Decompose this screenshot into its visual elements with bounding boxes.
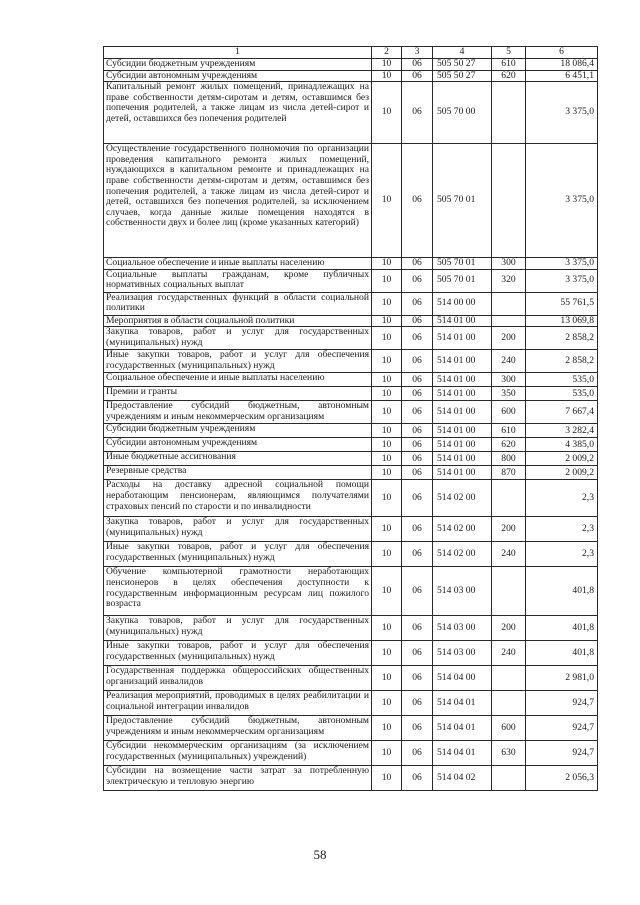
row-target-code: 514 01 00 <box>433 387 492 401</box>
row-target-code: 505 70 01 <box>433 144 492 258</box>
row-amount: 401,8 <box>526 567 598 616</box>
row-expense-type: 320 <box>492 269 526 292</box>
row-section: 10 <box>372 315 402 327</box>
row-section: 10 <box>372 542 402 567</box>
row-target-code: 514 03 00 <box>433 641 492 666</box>
row-amount: 2 981,0 <box>526 666 598 691</box>
row-target-code: 505 70 00 <box>433 82 492 144</box>
row-section: 10 <box>372 641 402 666</box>
row-amount: 3 375,0 <box>526 144 598 258</box>
row-section: 10 <box>372 327 402 350</box>
table-row <box>104 350 598 373</box>
row-target-code: 505 70 01 <box>433 258 492 270</box>
table-row <box>104 466 598 480</box>
row-amount: 7 667,4 <box>526 401 598 424</box>
row-subsection: 06 <box>402 387 433 401</box>
row-section: 10 <box>372 766 402 791</box>
row-name: Премии и гранты <box>104 387 372 401</box>
row-subsection: 06 <box>402 144 433 258</box>
row-amount: 13 069,8 <box>526 315 598 327</box>
row-section: 10 <box>372 741 402 766</box>
row-subsection: 06 <box>402 70 433 82</box>
col-header-target-code: 4 <box>433 47 492 59</box>
row-section: 10 <box>372 387 402 401</box>
row-name: Осуществление государственного полномочия по организации проведения капитального ремонта жилых помещений, нуждающихся в капитальном ремонте и принадлежащих на праве собственности детям-сиротам и детям, оставшимся без попечения родителей, а также лицам из числа детей-сирот и детей, оставшихся без попечения родителей, за исключением случаев, когда данные жилые помещения находятся в собственности двух и более лиц (кроме указанных категорий) <box>104 144 372 258</box>
row-target-code: 514 01 00 <box>433 327 492 350</box>
row-name: Закупка товаров, работ и услуг для государственных (муниципальных) нужд <box>104 517 372 542</box>
table-row <box>104 327 598 350</box>
row-expense-type <box>492 82 526 144</box>
row-section: 10 <box>372 82 402 144</box>
table-row <box>104 666 598 691</box>
row-expense-type: 610 <box>492 59 526 71</box>
row-subsection: 06 <box>402 616 433 641</box>
row-section: 10 <box>372 480 402 517</box>
row-subsection: 06 <box>402 424 433 438</box>
row-target-code: 514 04 00 <box>433 666 492 691</box>
table-row <box>104 387 598 401</box>
row-subsection: 06 <box>402 480 433 517</box>
row-target-code: 514 04 01 <box>433 716 492 741</box>
row-name: Предоставление субсидий бюджетным, автономным учреждениям и иным некоммерческим организациям <box>104 716 372 741</box>
row-target-code: 514 02 00 <box>433 542 492 567</box>
row-name: Субсидии автономным учреждениям <box>104 438 372 452</box>
col-header-subsection: 3 <box>402 47 433 59</box>
row-subsection: 06 <box>402 716 433 741</box>
row-name: Предоставление субсидий бюджетным, автономным учреждениям и иным некоммерческим организациям <box>104 401 372 424</box>
row-section: 10 <box>372 258 402 270</box>
row-target-code: 514 01 00 <box>433 452 492 466</box>
row-amount: 924,7 <box>526 741 598 766</box>
table-row <box>104 70 598 82</box>
row-subsection: 06 <box>402 666 433 691</box>
row-subsection: 06 <box>402 691 433 716</box>
row-target-code: 514 01 00 <box>433 373 492 387</box>
row-subsection: 06 <box>402 292 433 315</box>
row-subsection: 06 <box>402 373 433 387</box>
row-target-code: 514 01 00 <box>433 424 492 438</box>
row-amount: 2 056,3 <box>526 766 598 791</box>
row-section: 10 <box>372 350 402 373</box>
row-name: Реализация мероприятий, проводимых в целях реабилитации и социальной интеграции инвалидов <box>104 691 372 716</box>
table-row <box>104 542 598 567</box>
row-name: Капитальный ремонт жилых помещений, принадлежащих на праве собственности детям-сиротам и детям, оставшимся без попечения родителей, а также лицам из числа детей-сирот и детей, оставшихся без попечения родителей <box>104 82 372 144</box>
row-subsection: 06 <box>402 438 433 452</box>
row-expense-type <box>492 766 526 791</box>
row-name: Расходы на доставку адресной социальной помощи неработающим пенсионерам, являющимся получателями страховых пенсий по старости и по инвалидности <box>104 480 372 517</box>
table-row <box>104 616 598 641</box>
row-target-code: 514 02 00 <box>433 517 492 542</box>
row-name: Закупка товаров, работ и услуг для государственных (муниципальных) нужд <box>104 616 372 641</box>
row-target-code: 505 50 27 <box>433 70 492 82</box>
row-target-code: 514 01 00 <box>433 315 492 327</box>
row-section: 10 <box>372 716 402 741</box>
row-subsection: 06 <box>402 741 433 766</box>
row-amount: 6 451,1 <box>526 70 598 82</box>
row-section: 10 <box>372 452 402 466</box>
row-amount: 18 086,4 <box>526 59 598 71</box>
row-target-code: 514 00 00 <box>433 292 492 315</box>
row-subsection: 06 <box>402 401 433 424</box>
table-row <box>104 691 598 716</box>
row-amount: 2 858,2 <box>526 327 598 350</box>
row-name: Обучение компьютерной грамотности неработающих пенсионеров в целях обеспечения доступности к государственным информационным ресурсам лиц пожилого возраста <box>104 567 372 616</box>
table-row <box>104 480 598 517</box>
row-target-code: 514 02 00 <box>433 480 492 517</box>
row-amount: 3 375,0 <box>526 258 598 270</box>
row-name: Государственная поддержка общероссийских общественных организаций инвалидов <box>104 666 372 691</box>
row-amount: 3 375,0 <box>526 269 598 292</box>
col-header-section: 2 <box>372 47 402 59</box>
row-subsection: 06 <box>402 567 433 616</box>
table-row <box>104 144 598 258</box>
row-target-code: 514 01 00 <box>433 466 492 480</box>
row-amount: 55 761,5 <box>526 292 598 315</box>
row-subsection: 06 <box>402 327 433 350</box>
row-expense-type <box>492 666 526 691</box>
row-target-code: 514 01 00 <box>433 401 492 424</box>
row-target-code: 514 03 00 <box>433 616 492 641</box>
col-header-expense-type: 5 <box>492 47 526 59</box>
row-subsection: 06 <box>402 269 433 292</box>
row-expense-type: 350 <box>492 387 526 401</box>
row-expense-type: 200 <box>492 327 526 350</box>
row-expense-type <box>492 480 526 517</box>
row-section: 10 <box>372 666 402 691</box>
row-amount: 2,3 <box>526 517 598 542</box>
row-amount: 535,0 <box>526 373 598 387</box>
row-name: Субсидии бюджетным учреждениям <box>104 59 372 71</box>
row-name: Иные бюджетные ассигнования <box>104 452 372 466</box>
row-section: 10 <box>372 144 402 258</box>
row-section: 10 <box>372 466 402 480</box>
row-target-code: 514 01 00 <box>433 438 492 452</box>
table-row <box>104 401 598 424</box>
row-expense-type: 300 <box>492 258 526 270</box>
row-target-code: 514 04 01 <box>433 691 492 716</box>
row-section: 10 <box>372 401 402 424</box>
row-name: Иные закупки товаров, работ и услуг для обеспечения государственных (муниципальных) нужд <box>104 542 372 567</box>
row-expense-type: 620 <box>492 438 526 452</box>
table-row <box>104 59 598 71</box>
table-row <box>104 517 598 542</box>
row-subsection: 06 <box>402 542 433 567</box>
row-name: Иные закупки товаров, работ и услуг для обеспечения государственных (муниципальных) нужд <box>104 641 372 666</box>
row-expense-type: 200 <box>492 616 526 641</box>
row-section: 10 <box>372 438 402 452</box>
row-subsection: 06 <box>402 466 433 480</box>
row-subsection: 06 <box>402 82 433 144</box>
row-section: 10 <box>372 373 402 387</box>
col-header-amount: 6 <box>526 47 598 59</box>
table-row <box>104 438 598 452</box>
row-section: 10 <box>372 616 402 641</box>
table-row <box>104 269 598 292</box>
table-row <box>104 641 598 666</box>
row-name: Субсидии некоммерческим организациям (за исключением государственных (муниципальных) учреждений) <box>104 741 372 766</box>
row-expense-type: 240 <box>492 542 526 567</box>
table-row <box>104 82 598 144</box>
row-subsection: 06 <box>402 641 433 666</box>
row-expense-type: 620 <box>492 70 526 82</box>
row-name: Социальное обеспечение и иные выплаты населению <box>104 373 372 387</box>
row-expense-type: 600 <box>492 716 526 741</box>
row-name: Реализация государственных функций в области социальной политики <box>104 292 372 315</box>
row-amount: 2 858,2 <box>526 350 598 373</box>
page-number: 58 <box>313 847 327 862</box>
row-amount: 2 009,2 <box>526 466 598 480</box>
row-amount: 924,7 <box>526 691 598 716</box>
row-amount: 2 009,2 <box>526 452 598 466</box>
row-section: 10 <box>372 59 402 71</box>
row-expense-type <box>492 567 526 616</box>
row-name: Субсидии на возмещение части затрат за потребленную электрическую и тепловую энергию <box>104 766 372 791</box>
row-target-code: 514 04 01 <box>433 741 492 766</box>
row-expense-type <box>492 144 526 258</box>
table-row <box>104 766 598 791</box>
row-name: Субсидии бюджетным учреждениям <box>104 424 372 438</box>
row-expense-type: 630 <box>492 741 526 766</box>
row-expense-type: 200 <box>492 517 526 542</box>
row-name: Резервные средства <box>104 466 372 480</box>
row-target-code: 514 01 00 <box>433 350 492 373</box>
row-target-code: 514 04 02 <box>433 766 492 791</box>
row-target-code: 505 70 01 <box>433 269 492 292</box>
row-expense-type <box>492 691 526 716</box>
row-expense-type: 600 <box>492 401 526 424</box>
row-expense-type: 800 <box>492 452 526 466</box>
row-section: 10 <box>372 691 402 716</box>
row-amount: 4 385,0 <box>526 438 598 452</box>
row-expense-type: 870 <box>492 466 526 480</box>
row-amount: 535,0 <box>526 387 598 401</box>
table-row <box>104 716 598 741</box>
table-row <box>104 258 598 270</box>
row-name: Иные закупки товаров, работ и услуг для обеспечения государственных (муниципальных) нужд <box>104 350 372 373</box>
row-amount: 401,8 <box>526 616 598 641</box>
row-name: Социальные выплаты гражданам, кроме публичных нормативных социальных выплат <box>104 269 372 292</box>
row-section: 10 <box>372 292 402 315</box>
row-amount: 3 282,4 <box>526 424 598 438</box>
row-amount: 3 375,0 <box>526 82 598 144</box>
table-row <box>104 424 598 438</box>
row-section: 10 <box>372 269 402 292</box>
table-row <box>104 315 598 327</box>
budget-table <box>103 46 598 791</box>
row-expense-type: 610 <box>492 424 526 438</box>
row-target-code: 505 50 27 <box>433 59 492 71</box>
row-section: 10 <box>372 567 402 616</box>
table-row <box>104 567 598 616</box>
row-subsection: 06 <box>402 452 433 466</box>
row-subsection: 06 <box>402 59 433 71</box>
table-row <box>104 373 598 387</box>
row-subsection: 06 <box>402 350 433 373</box>
row-subsection: 06 <box>402 258 433 270</box>
table-row <box>104 292 598 315</box>
row-subsection: 06 <box>402 315 433 327</box>
row-expense-type: 240 <box>492 641 526 666</box>
row-name: Субсидии автономным учреждениям <box>104 70 372 82</box>
row-amount: 2,3 <box>526 542 598 567</box>
row-section: 10 <box>372 517 402 542</box>
row-subsection: 06 <box>402 766 433 791</box>
row-amount: 2,3 <box>526 480 598 517</box>
row-expense-type: 240 <box>492 350 526 373</box>
table-row <box>104 741 598 766</box>
header-row <box>104 47 598 59</box>
row-section: 10 <box>372 424 402 438</box>
table-row <box>104 452 598 466</box>
row-amount: 401,8 <box>526 641 598 666</box>
row-name: Социальное обеспечение и иные выплаты населению <box>104 258 372 270</box>
row-expense-type: 300 <box>492 373 526 387</box>
row-expense-type <box>492 315 526 327</box>
row-name: Закупка товаров, работ и услуг для государственных (муниципальных) нужд <box>104 327 372 350</box>
row-expense-type <box>492 292 526 315</box>
row-amount: 924,7 <box>526 716 598 741</box>
row-name: Мероприятия в области социальной политики <box>104 315 372 327</box>
row-section: 10 <box>372 70 402 82</box>
col-header-name: 1 <box>104 47 372 59</box>
row-target-code: 514 03 00 <box>433 567 492 616</box>
row-subsection: 06 <box>402 517 433 542</box>
